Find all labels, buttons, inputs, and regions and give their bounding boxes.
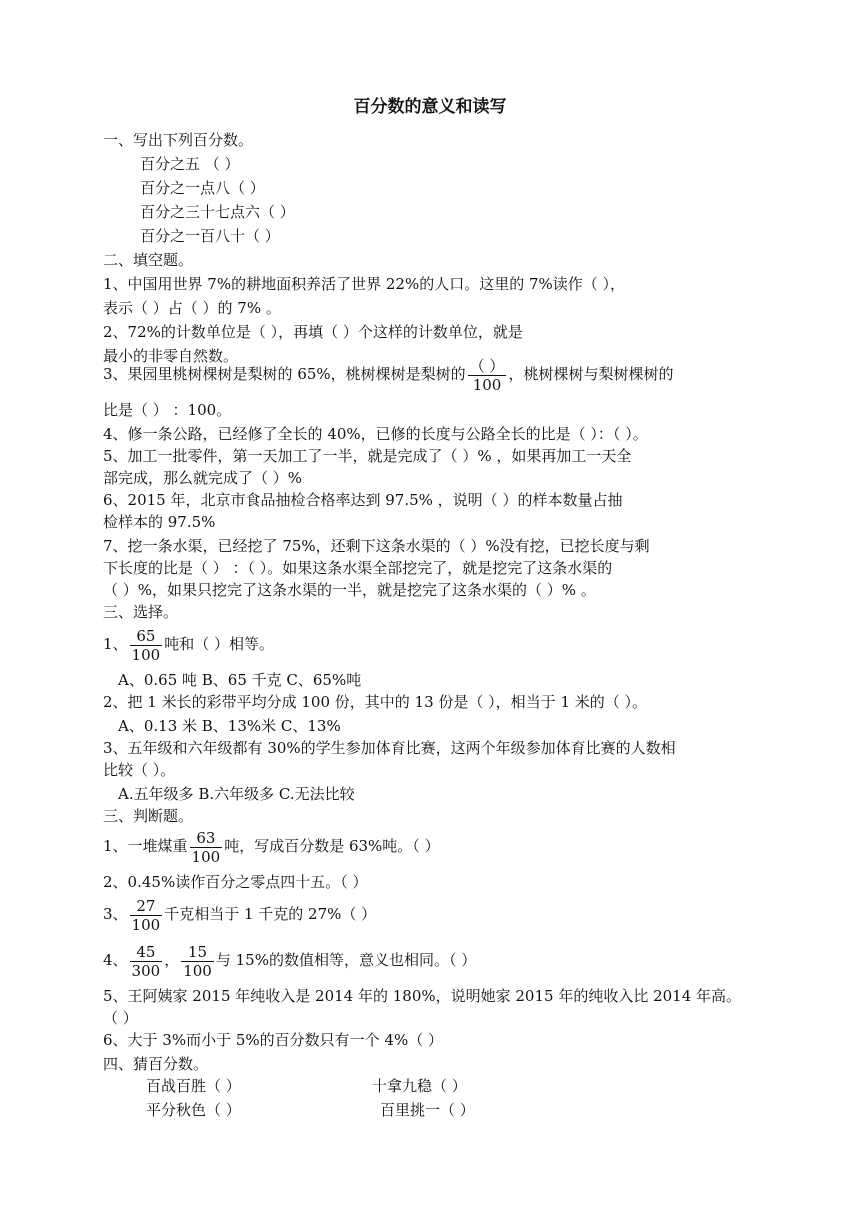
s2-q3-line1: [103, 356, 673, 394]
s2-q2-line2: 最小的非零自然数。: [103, 347, 239, 365]
s2-q6-line1: 6、2015 年，北京市食品抽检合格率达到 97.5% ，说明（ ）的样本数量占抽: [103, 491, 623, 509]
s2-q6-line2: 检样本的 97.5%: [103, 513, 216, 531]
s4-q1: [103, 828, 440, 866]
section-1-heading: 一、写出下列百分数。: [103, 131, 254, 149]
s3-q2: 2、把 1 米长的彩带平均分成 100 份，其中的 13 份是（ ），相当于 1 米的（ ）。: [103, 693, 648, 711]
s2-q2-line1: 2、72%的计数单位是（ ），再填（ ）个这样的计数单位，就是: [103, 323, 523, 341]
fraction-numerator: （ ）: [469, 356, 505, 375]
s4-q1-text-post: 吨，写成百分数是 63%吨。（ ）: [224, 837, 440, 855]
s4-q3-text-pre: 3、: [103, 905, 128, 923]
s4-q1-text-pre: 1、一堆煤重: [103, 837, 188, 855]
s2-q1-line1: 1、中国用世界 7%的耕地面积养活了世界 22%的人口。这里的 7%读作（ ），: [103, 275, 626, 293]
fraction-numerator: 27: [130, 897, 163, 916]
s2-q4: 4、修一条公路，已经修了全长的 40%，已修的长度与公路全长的比是（ ）：（ ）。: [103, 425, 648, 443]
s4-q4-text-post: 与 15%的数值相等，意义也相同。（ ）: [215, 951, 477, 969]
s2-q3-text-pre: 3、果园里桃树棵树是梨树的 65%，桃树棵树是梨树的: [103, 365, 466, 383]
page-title: 百分数的意义和读写: [353, 97, 507, 117]
s1-item-3: 百分之三十七点六（ ）: [140, 203, 295, 221]
s3-q3-options: A.五年级多 B.六年级多 C.无法比较: [118, 785, 355, 803]
s3-q3-line2: 比较（ ）。: [103, 761, 176, 779]
section-4-heading: 三、判断题。: [103, 807, 194, 825]
s4-q6: 6、大于 3%而小于 5%的百分数只有一个 4%（ ）: [103, 1031, 444, 1049]
s5-item-3: 平分秋色（ ）: [146, 1101, 241, 1119]
s4-q4-text-mid: ，: [164, 951, 180, 969]
s2-q5-line1: 5、加工一批零件，第一天加工了一半，就是完成了（ ）% ，如果再加工一天全: [103, 447, 632, 465]
s4-q4-text-pre: 4、: [103, 951, 128, 969]
s2-q7-line3: （ ）%，如果只挖完了这条水渠的一半，就是挖完了这条水渠的（ ）% 。: [103, 581, 596, 599]
s2-q5-line2: 部完成，那么就完成了（ ）%: [103, 469, 303, 487]
s4-q4-fraction-2: [181, 943, 214, 980]
fraction-denominator: 300: [131, 961, 161, 980]
section-3-heading: 三、选择。: [103, 603, 179, 621]
s4-q5-line2: （ ）: [103, 1009, 138, 1027]
s1-item-1: 百分之五 （ ）: [140, 155, 240, 173]
s4-q3-fraction: [130, 897, 163, 934]
s5-item-2: 十拿九稳（ ）: [372, 1077, 467, 1095]
s1-item-2: 百分之一点八（ ）: [140, 179, 265, 197]
s2-q7-line1: 7、挖一条水渠，已经挖了 75%，还剩下这条水渠的（ ）%没有挖，已挖长度与剩: [103, 537, 650, 555]
s3-q1-fraction: [130, 627, 163, 664]
s3-q1-options: A、0.65 吨 B、65 千克 C、65%吨: [118, 671, 362, 689]
s3-q2-options: A、0.13 米 B、13%米 C、13%: [118, 717, 341, 735]
s3-q1-text-pre: 1、: [103, 635, 128, 653]
s2-q3-fraction: [468, 357, 507, 394]
fraction-denominator: 100: [131, 645, 161, 664]
section-2-heading: 二、填空题。: [103, 251, 194, 269]
s2-q3-text-post: ，桃树棵树与梨树棵树的: [508, 365, 674, 383]
fraction-denominator: 100: [183, 961, 212, 980]
s2-q1-line2: 表示（ ）占（ ）的 7% 。: [103, 299, 281, 317]
fraction-denominator: 100: [131, 915, 161, 934]
section-5-heading: 四、猜百分数。: [103, 1055, 209, 1073]
fraction-numerator: 15: [181, 943, 214, 962]
s4-q3-text-post: 千克相当于 1 千克的 27%（ ）: [164, 905, 377, 923]
s5-item-4: 百里挑一（ ）: [380, 1101, 475, 1119]
s4-q1-fraction: [190, 829, 223, 866]
s3-q3-line1: 3、五年级和六年级都有 30%的学生参加体育比赛，这两个年级参加体育比赛的人数相: [103, 739, 676, 757]
fraction-denominator: 100: [472, 375, 502, 394]
s5-item-1: 百战百胜（ ）: [146, 1077, 241, 1095]
fraction-denominator: 100: [191, 847, 221, 866]
fraction-numerator: 45: [130, 943, 163, 962]
fraction-numerator: 65: [130, 627, 163, 646]
s4-q4-fraction-1: [130, 943, 163, 980]
s4-q2: 2、0.45%读作百分之零点四十五。（ ）: [103, 873, 368, 891]
s4-q5-line1: 5、王阿姨家 2015 年纯收入是 2014 年的 180%，说明她家 2015 年的纯收入比 2014 年高。: [103, 987, 742, 1005]
fraction-numerator: 63: [190, 829, 223, 848]
s4-q4: [103, 942, 476, 980]
s3-q1-text-post: 吨和（ ）相等。: [164, 635, 274, 653]
s1-item-4: 百分之一百八十（ ）: [140, 227, 280, 245]
s2-q3-line2: 比是（ ） ：100。: [103, 401, 232, 419]
s4-q3: [103, 896, 376, 934]
s3-q1: [103, 626, 274, 664]
s2-q7-line2: 下长度的比是（ ） ：（ ）。如果这条水渠全部挖完了，就是挖完了这条水渠的: [103, 559, 613, 577]
